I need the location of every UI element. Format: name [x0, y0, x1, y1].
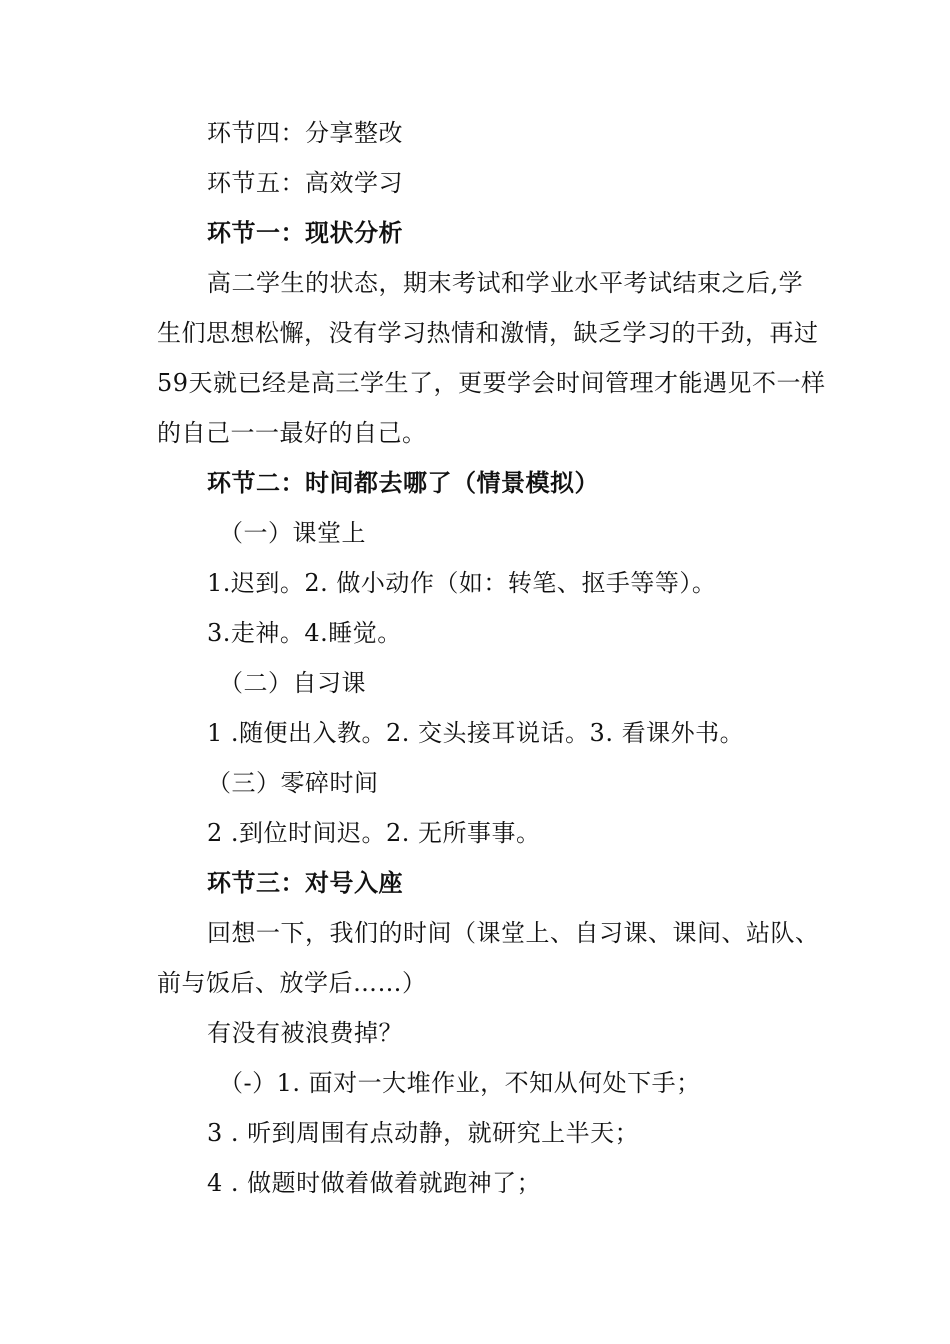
list-item: 1.迟到。2. 做小动作（如：转笔、抠手等等）。 [207, 569, 717, 597]
section-item-5: 环节五：高效学习 [207, 169, 403, 197]
subheading-classroom: （一）课堂上 [219, 519, 366, 547]
question-line: 有没有被浪费掉？ [207, 1019, 403, 1047]
subheading-self-study: （二）自习课 [219, 669, 366, 697]
list-item: 3.走神。4.睡觉。 [207, 619, 402, 647]
list-item: 2 .到位时间迟。2. 无所事事。 [207, 819, 541, 847]
section-item-4: 环节四：分享整改 [207, 119, 403, 147]
section-heading-1: 环节一：现状分析 [207, 218, 403, 247]
paragraph-line: 前与饭后、放学后……） [157, 969, 427, 997]
paragraph-line: 生们思想松懈，没有学习热情和激情，缺乏学习的干劲，再过 [157, 319, 819, 347]
section-heading-3: 环节三：对号入座 [207, 868, 403, 897]
section-heading-2: 环节二：时间都去哪了（情景模拟） [207, 468, 599, 497]
paragraph-line: 的自己一一最好的自己。 [157, 419, 427, 447]
paragraph-line: 回想一下，我们的时间（课堂上、自习课、课间、站队、 [207, 919, 820, 947]
list-item: （-）1. 面对一大堆作业，不知从何处下手； [219, 1069, 701, 1097]
paragraph-line: 高二学生的状态，期末考试和学业水平考试结束之后,学 [207, 269, 804, 297]
list-item: 1 .随便出入教。2. 交头接耳说话。3. 看课外书。 [207, 719, 745, 747]
list-item: 3 . 听到周围有点动静，就研究上半天； [207, 1119, 640, 1147]
list-item: 4 . 做题时做着做着就跑神了； [207, 1169, 542, 1197]
paragraph-line: 59天就已经是高三学生了，更要学会时间管理才能遇见不一样 [157, 369, 826, 397]
subheading-spare-time: （三）零碎时间 [207, 769, 379, 797]
